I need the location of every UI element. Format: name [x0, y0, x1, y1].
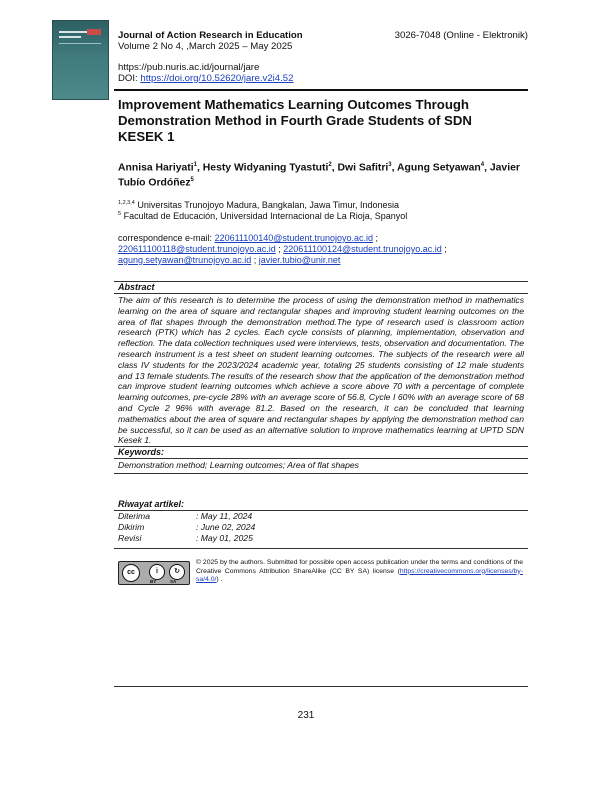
history-value: : May 01, 2025: [196, 533, 253, 543]
license-statement: © 2025 by the authors. Submitted for possible open access publication under the terms and conditions of the Creative Commons Attribution ShareAlike (CC BY SA) license (: [196, 559, 523, 575]
author-name: Annisa Hariyati: [118, 162, 194, 174]
author-sup: 1: [193, 162, 197, 168]
badge-sa-label: SA: [170, 579, 177, 584]
doi-line: [118, 73, 293, 84]
author-sup: 5: [190, 177, 194, 184]
author-sup: 3: [388, 162, 392, 168]
history-value: : May 11, 2024: [196, 511, 253, 521]
correspondence: correspondence e-mail: 220611100140@student.trunojoyo.ac.id ; 220611100118@student.trunojoyo.ac.id ; 220611100124@student.trunojoyo.ac.id ; agung.setyawan@trunojoyo.ac.id ; javier.tubio@unir.net: [118, 233, 447, 265]
article-title: Improvement Mathematics Learning Outcomes Through Demonstration Method in Fourth Grade Students of SDN KESEK 1: [118, 97, 472, 144]
journal-volume: Volume 2 No 4, ,March 2025 – May 2025: [118, 41, 293, 52]
license-text: [196, 559, 523, 585]
abstract-heading: Abstract: [118, 282, 155, 292]
author-separator: ,: [331, 162, 338, 174]
history-heading: Riwayat artikel:: [114, 499, 528, 511]
article-history: [114, 499, 528, 549]
email-link[interactable]: 220611100124@student.trunojoyo.ac.id: [283, 244, 442, 254]
affiliation-sup: 1,2,3,4: [118, 200, 135, 206]
author-separator: ,: [391, 162, 398, 174]
affiliation-text: Facultad de Educación, Universidad Internacional de La Rioja, Spanyol: [123, 211, 408, 221]
header-divider: [114, 89, 528, 91]
history-label: Diterima: [118, 511, 150, 521]
page-number: 231: [297, 710, 315, 721]
email-link[interactable]: 220611100140@student.trunojoyo.ac.id: [214, 233, 373, 243]
history-row: [114, 522, 528, 533]
sharealike-icon: ↻: [169, 564, 185, 580]
history-row: [114, 533, 528, 544]
history-label: Dikirim: [118, 522, 145, 532]
correspondence-label: correspondence e-mail:: [118, 233, 215, 243]
keywords-heading: Keywords:: [114, 446, 528, 458]
abstract-section: [114, 281, 528, 474]
abstract-text: The aim of this research is to determine the process of using the demonstration method in mathematics learning on the area of square and rectangular shapes and improving student learning outcomes on the area of flat shapes through the demonstration method.The type of research used is classroom action research (PTK) which has 2 cycles. Each cycle consists of planning, implementation, observation and reflection. The data collection techniques used were interviews, tests, observation and documentation. The research instrument is a test sheet on student learning outcomes. The subjects of the research were all class IV students for the 2023/2024 academic year, totaling 25 students consisting of 12 male students and 13 female students.The results of the research show that the application of the demonstration method can improve student learning outcomes which achieve a score above 70 with a percentage of complete learning outcomes, pre-cycle 28% with an average score of 56.8, Cycle I 60% with an average score of 68 and Cycle 2 96% with average 81.2. Based on the research, it can be concluded that learning mathematics about the area of square and rectangular shapes by applying the demonstration method can be successful, so it can be used as an alternative solution to improve mathematics learning at UPTD SDN Kesek 1.: [118, 295, 524, 446]
author-separator: ,: [197, 162, 203, 174]
journal-url: https://pub.nuris.ac.id/journal/jare: [118, 62, 260, 73]
author-separator: ,: [484, 162, 490, 174]
history-row: [114, 511, 528, 522]
history-value: : June 02, 2024: [196, 522, 256, 532]
email-link[interactable]: javier.tubio@unir.net: [258, 255, 341, 265]
author-name: Dwi Safitri: [337, 162, 389, 174]
doi-link[interactable]: https://doi.org/10.52620/jare.v2i4.52: [140, 73, 294, 84]
journal-cover-thumbnail: [52, 20, 109, 100]
journal-name: Journal of Action Research in Education: [118, 30, 303, 41]
author-sup: 2: [328, 162, 332, 168]
issn: 3026-7048 (Online - Elektronik): [394, 30, 528, 41]
cc-icon: cc: [122, 564, 140, 582]
doi-label: DOI:: [118, 73, 141, 84]
affiliation-sup: 5: [118, 211, 122, 217]
license-suffix: ) .: [216, 576, 223, 583]
footer-divider: [114, 686, 528, 687]
author-name: Javier Tubío Ordóñez: [118, 162, 520, 189]
attribution-icon: i: [149, 564, 165, 580]
history-label: Revisi: [118, 533, 142, 543]
email-link[interactable]: 220611100118@student.trunojoyo.ac.id: [118, 244, 276, 254]
badge-by-label: BY: [150, 579, 157, 584]
affiliation-2: [118, 209, 407, 222]
author-name: Hesty Widyaning Tyastuti: [202, 162, 329, 174]
affiliation-text: Universitas Trunojoyo Madura, Bangkalan, Jawa Timur, Indonesia: [137, 200, 399, 210]
author-list: [118, 159, 528, 190]
cc-by-sa-badge[interactable]: [118, 561, 190, 585]
email-link[interactable]: agung.setyawan@trunojoyo.ac.id: [118, 255, 252, 265]
license-link[interactable]: https://creativecommons.org/licenses/by-sa/4.0/: [196, 567, 523, 583]
author-name: Agung Setyawan: [397, 162, 481, 174]
keywords-text: Demonstration method; Learning outcomes; Area of flat shapes: [114, 458, 528, 474]
author-sup: 4: [480, 162, 485, 168]
